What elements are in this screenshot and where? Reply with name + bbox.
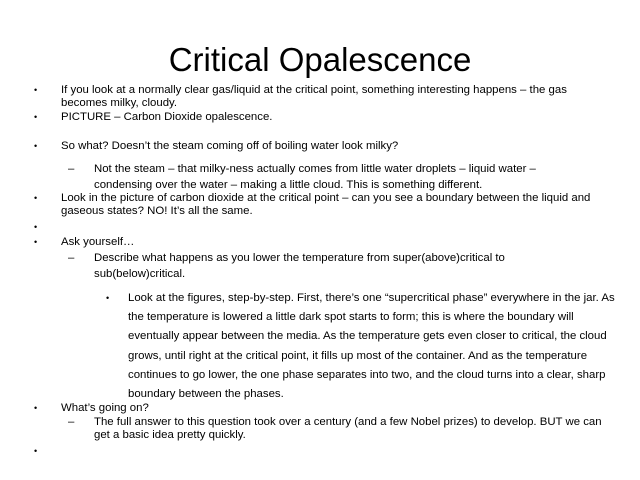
bullet-marker: • xyxy=(34,237,38,247)
sub-bullet-text: Not the steam – that milky-ness actually comes from little water droplets – liquid water – condensing over the water – making a little cloud. This is something different. xyxy=(94,163,536,191)
bullet-item xyxy=(34,402,607,415)
sub-sub-bullet-text: Look at the figures, step-by-step. First, there’s one “supercritical phase” everywhere in the jar. As the temperature is lowered a little dark spot starts to form; this is where the boundary will eventually appear between the media. As the temperature gets even closer to critical, the cloud grows, until right at the critical point, it fills up most of the container. And as the temperature continues to go lower, the one phase separates into two, and the cloud turns into a clear, sharp boundary between the phases. xyxy=(128,292,615,401)
sub-bullet-item xyxy=(68,250,574,282)
bullet-marker: • xyxy=(34,141,38,151)
bullet-marker: • xyxy=(106,293,110,303)
bullet-item xyxy=(34,111,607,124)
dash-marker: – xyxy=(68,163,75,175)
bullet-marker: • xyxy=(34,446,38,456)
bullet-text: PICTURE – Carbon Dioxide opalescence. xyxy=(61,111,273,123)
bullet-marker: • xyxy=(34,222,38,232)
bullet-item xyxy=(34,192,607,218)
bullet-marker: • xyxy=(34,403,38,413)
bullet-item xyxy=(34,140,607,153)
sub-bullet-item xyxy=(68,416,620,442)
slide-title: Critical Opalescence xyxy=(168,41,472,78)
sub-sub-bullet-item xyxy=(106,289,618,404)
bullet-text: Ask yourself… xyxy=(61,236,135,248)
bullet-marker: • xyxy=(34,112,38,122)
bullet-marker: • xyxy=(34,85,38,95)
bullet-marker: • xyxy=(34,193,38,203)
bullet-text: Look in the picture of carbon dioxide at the critical point – can you see a boundary between the liquid and gaseous states? NO! It’s all the same. xyxy=(61,192,591,217)
dash-marker: – xyxy=(68,252,75,264)
bullet-text: What’s going on? xyxy=(61,402,149,414)
bullet-text: So what? Doesn’t the steam coming off of boiling water look milky? xyxy=(61,140,399,152)
bullet-text: If you look at a normally clear gas/liquid at the critical point, something interesting happens – the gas becomes milky, cloudy. xyxy=(61,84,567,109)
sub-bullet-item xyxy=(68,161,594,193)
bullet-item xyxy=(34,236,607,249)
bullet-item xyxy=(34,84,607,110)
dash-marker: – xyxy=(68,416,75,428)
sub-bullet-text: The full answer to this question took over a century (and a few Nobel prizes) to develop. BUT we can get a basic idea pretty quickly. xyxy=(94,416,602,441)
sub-bullet-text: Describe what happens as you lower the temperature from super(above)critical to sub(below)critical. xyxy=(94,252,505,280)
